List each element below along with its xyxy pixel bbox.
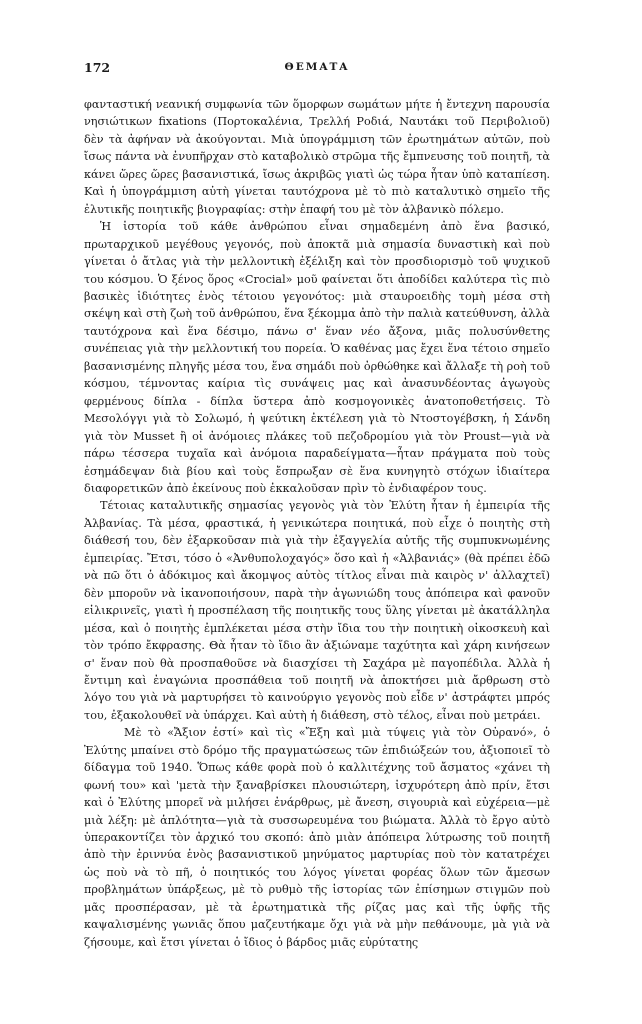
article-body bbox=[84, 96, 550, 951]
paragraph: Ἡ ἱστορία τοῦ κάθε ἀνθρώπου εἶναι σημαδεμένη ἀπὸ ἕνα βασικό, πρωταρχικοῦ μεγέθους γεγονός, ποὺ ἀποκτᾶ μιὰ σημασία δυναστικὴ καὶ ποὺ γίνεται ὁ ἄτλας γιὰ τὴν μελλοντικὴ ἐξέλιξη καὶ τὸν προσδιορισμὸ τοῦ ψυχικοῦ του κόσμου. Ὁ ξένος ὅρος «Crocial» μοῦ φαίνεται ὅτι ἀποδίδει καλύτερα τὶς πιὸ βασικὲς ἰδιότητες ἑνὸς τέτοιου γεγονότος: μιὰ σταυροειδὴς τομὴ μέσα στὴ σκέψη καὶ στὴ ζωὴ τοῦ ἀνθρώπου, ἕνα ξέκομμα ἀπὸ τὴν παλιὰ κατεύθυνση, ἀλλὰ ταυτόχρονα καὶ ἕνα δέσιμο, πάνω σ' ἕναν νέο ἄξονα, μιᾶς πολυσύνθετης συνέπειας γιὰ τὴν μελλοντική του πορεία. Ὁ καθένας μας ἔχει ἕνα τέτοιο σημεῖο βασανισμένης πληγῆς μέσα του, ἕνα σημάδι ποὺ ὀρθώθηκε καὶ ἄλλαξε τὴ ροὴ τοῦ κόσμου, τέμνοντας καίρια τὶς συνάψεις μας καὶ ἀνασυνδέοντας ἀγωγοὺς φερμένους δίπλα - δίπλα ὕστερα ἀπὸ κοσμογονικὲς ἀνατοποθετήσεις. Τὸ Μεσολόγγι γιὰ τὸ Σολωμό, ἡ ψεύτικη ἐκτέλεση γιὰ τὸ Ντοστογέβσκη, ἡ Σάνδη γιὰ τὸν Musset ἢ οἱ ἀνόμοιες πλάκες τοῦ πεζοδρομίου γιὰ τὸν Proust—γιὰ νὰ πάρω τέσσερα τυχαῖα καὶ ἀνόμοια παραδείγματα—ἦταν πράγματα ποὺ τοὺς ἐσημάδεψαν διὰ βίου καὶ τοὺς ἔσπρωξαν σὲ ἕνα κυνηγητὸ στόχων ἰδιαίτερα διαφορετικῶν ἀπὸ ἐκείνους ποὺ ἐκκαλοῦσαν πρὶν τὸ ἐνδιαφέρον τους. bbox=[84, 220, 550, 495]
page bbox=[84, 60, 550, 951]
page-number: 172 bbox=[84, 60, 111, 75]
paragraph: Τέτοιας καταλυτικῆς σημασίας γεγονὸς γιὰ τὸν Ἐλύτη ἦταν ἡ ἐμπειρία τῆς Ἀλβανίας. Τὰ μέσα, φραστικά, ἡ γενικώτερα ποιητικά, ποὺ εἶχε ὁ ποιητὴς στὴ διάθεσή του, δὲν ἐξαρκοῦσαν πιὰ γιὰ τὴν ἐξαγγελία αὐτῆς τῆς συμπυκνωμένης ἐμπειρίας. Ἔτσι, τόσο ὁ «Ἀνθυπολοχαγός» ὅσο καὶ ἡ «Ἀλβανιάς» (θὰ πρέπει ἐδῶ νὰ πῶ ὅτι ὁ ἀδόκιμος καὶ ἄκομψος αὐτὸς τίτλος εἶναι πιὰ καιρὸς ν' ἀλλαχτεῖ) δὲν μποροῦν νὰ ἱκανοποιήσουν, παρὰ τὴν ἀγωνιώδη τους ἀπόπειρα καὶ φανοῦν εἰλικρινεῖς, γιατὶ ἡ προσπέλαση τῆς ποιητικῆς τους ὕλης γίνεται μὲ ἀκατάλληλα μέσα, καὶ ὁ ποιητὴς ἐμπλέκεται μέσα στὴν ἴδια του τὴν ποιητικὴ οἰκοσκευὴ καὶ τὸν τρόπο ἔκφρασης. Θὰ ἦταν τὸ ἴδιο ἂν ἀξιώναμε ταχύτητα καὶ χάρη κινήσεων σ' ἕναν ποὺ θὰ προσπαθοῦσε νὰ διασχίσει τὴ Σαχάρα μὲ παγοπέδιλα. Ἀλλὰ ἡ ἔντιμη καὶ ἐναγώνια προσπάθεια τοῦ ποιητῆ νὰ ἀποκτήσει μιὰ ἄρθρωση στὸ λόγο του γιὰ νὰ μαρτυρήσει τὸ καινούργιο γεγονὸς ποὺ εἶδε ν' ἀστράφτει μπρός του, ἐξακολουθεῖ νὰ ὑπάρχει. Καὶ αὐτὴ ἡ διάθεση, στὸ τέλος, εἶναι ποὺ μετράει. bbox=[84, 499, 550, 722]
paragraph-continuation: φανταστική νεανική συμφωνία τῶν ὅμορφων σωμάτων μήτε ἡ ἔντεχνη παρουσία νησιώτικων fixations (Πορτοκαλένια, Τρελλή Ροδιά, Ναυτάκι τοῦ Περιβολιοῦ) δὲν τὰ ἀφήναν νὰ ἀκούγονται. Μιὰ ὑπογράμμιση τῶν ἐρωτημάτων αὐτῶν, ποὺ ἴσως πάντα νὰ ἐνυπῆρχαν στὸ καταβολικὸ στρῶμα τῆς ἔμπνευσης τοῦ ποιητῆ, τὰ κάνει ὥρες ὥρες βασανιστικά, ἴσως ἀκριβῶς γιατὶ ὡς τώρα ἦταν ὑπὸ καταπίεση. Καὶ ἡ ὑπογράμμιση αὐτὴ γίνεται ταυτόχρονα μὲ τὸ πιὸ καταλυτικὸ σημεῖο τῆς ἐλυτικῆς ποιητικῆς βιογραφίας: στὴν ἐπαφή του μὲ τὸν ἀλβανικὸ πόλεμο. bbox=[84, 98, 550, 216]
paragraph: Μὲ τὸ «Ἄξιον ἐστί» καὶ τὶς «Ἔξη καὶ μιὰ τύψεις γιὰ τὸν Οὐρανό», ὁ Ἐλύτης μπαίνει στὸ δρόμο τῆς πραγματώσεως τῶν ἐπιδιώξεών του, ἀξιοποιεῖ τὸ δίδαγμα τοῦ 1940. Ὅπως κάθε φορὰ ποὺ ὁ καλλιτέχνης τοῦ ἄσματος «χάνει τὴ φωνή του» καὶ 'μετὰ τὴν ξαναβρίσκει πλουσιώτερη, ἰσχυρότερη ἀπὸ πρίν, ἔτσι καὶ ὁ Ἐλύτης μπορεῖ νὰ μιλήσει ἐνάρθρως, μὲ ἄνεση, σιγουριὰ καὶ εὐχέρεια—μὲ μιὰ λέξη: μὲ ἁπλότητα—γιὰ τὰ συσσωρευμένα του βιώματα. Ἀλλὰ τὸ ἔργο αὐτὸ ὑπερακοντίζει τὸν ἀρχικό του σκοπό: ἀπὸ μιὰν ἀπόπειρα λύτρωσης τοῦ ποιητῆ ἀπὸ τὴν ἐριννύα ἑνὸς βασανιστικοῦ μηνύματος μαρτυρίας ποὺ τὸν κατατρέχει ὡς ποὺ νὰ τὸ πῆ, ὁ ποιητικός του λόγος γίνεται φορέας ὅλων τῶν ἄμεσων προβλημάτων ὑπάρξεως, μὲ τὸ ρυθμὸ τῆς ἱστορίας τῶν ἐπίσημων στιγμῶν ποὺ μᾶς προσπέρασαν, μὲ τὰ ἐρωτηματικὰ τῆς ρίζας μας καὶ τῆς ὑφῆς τῆς καψαλισμένης γωνιᾶς ὅπου μαζευτήκαμε ὄχι γιὰ νὰ μὴν πεθάνουμε, μὰ γιὰ νὰ ζήσουμε, καὶ ἔτσι γίνεται ὁ ἴδιος ὁ βάρδος μιᾶς εὐρύτατης bbox=[84, 726, 550, 949]
page-header bbox=[84, 60, 550, 82]
running-head: ΘΕΜΑΤΑ bbox=[284, 61, 350, 73]
